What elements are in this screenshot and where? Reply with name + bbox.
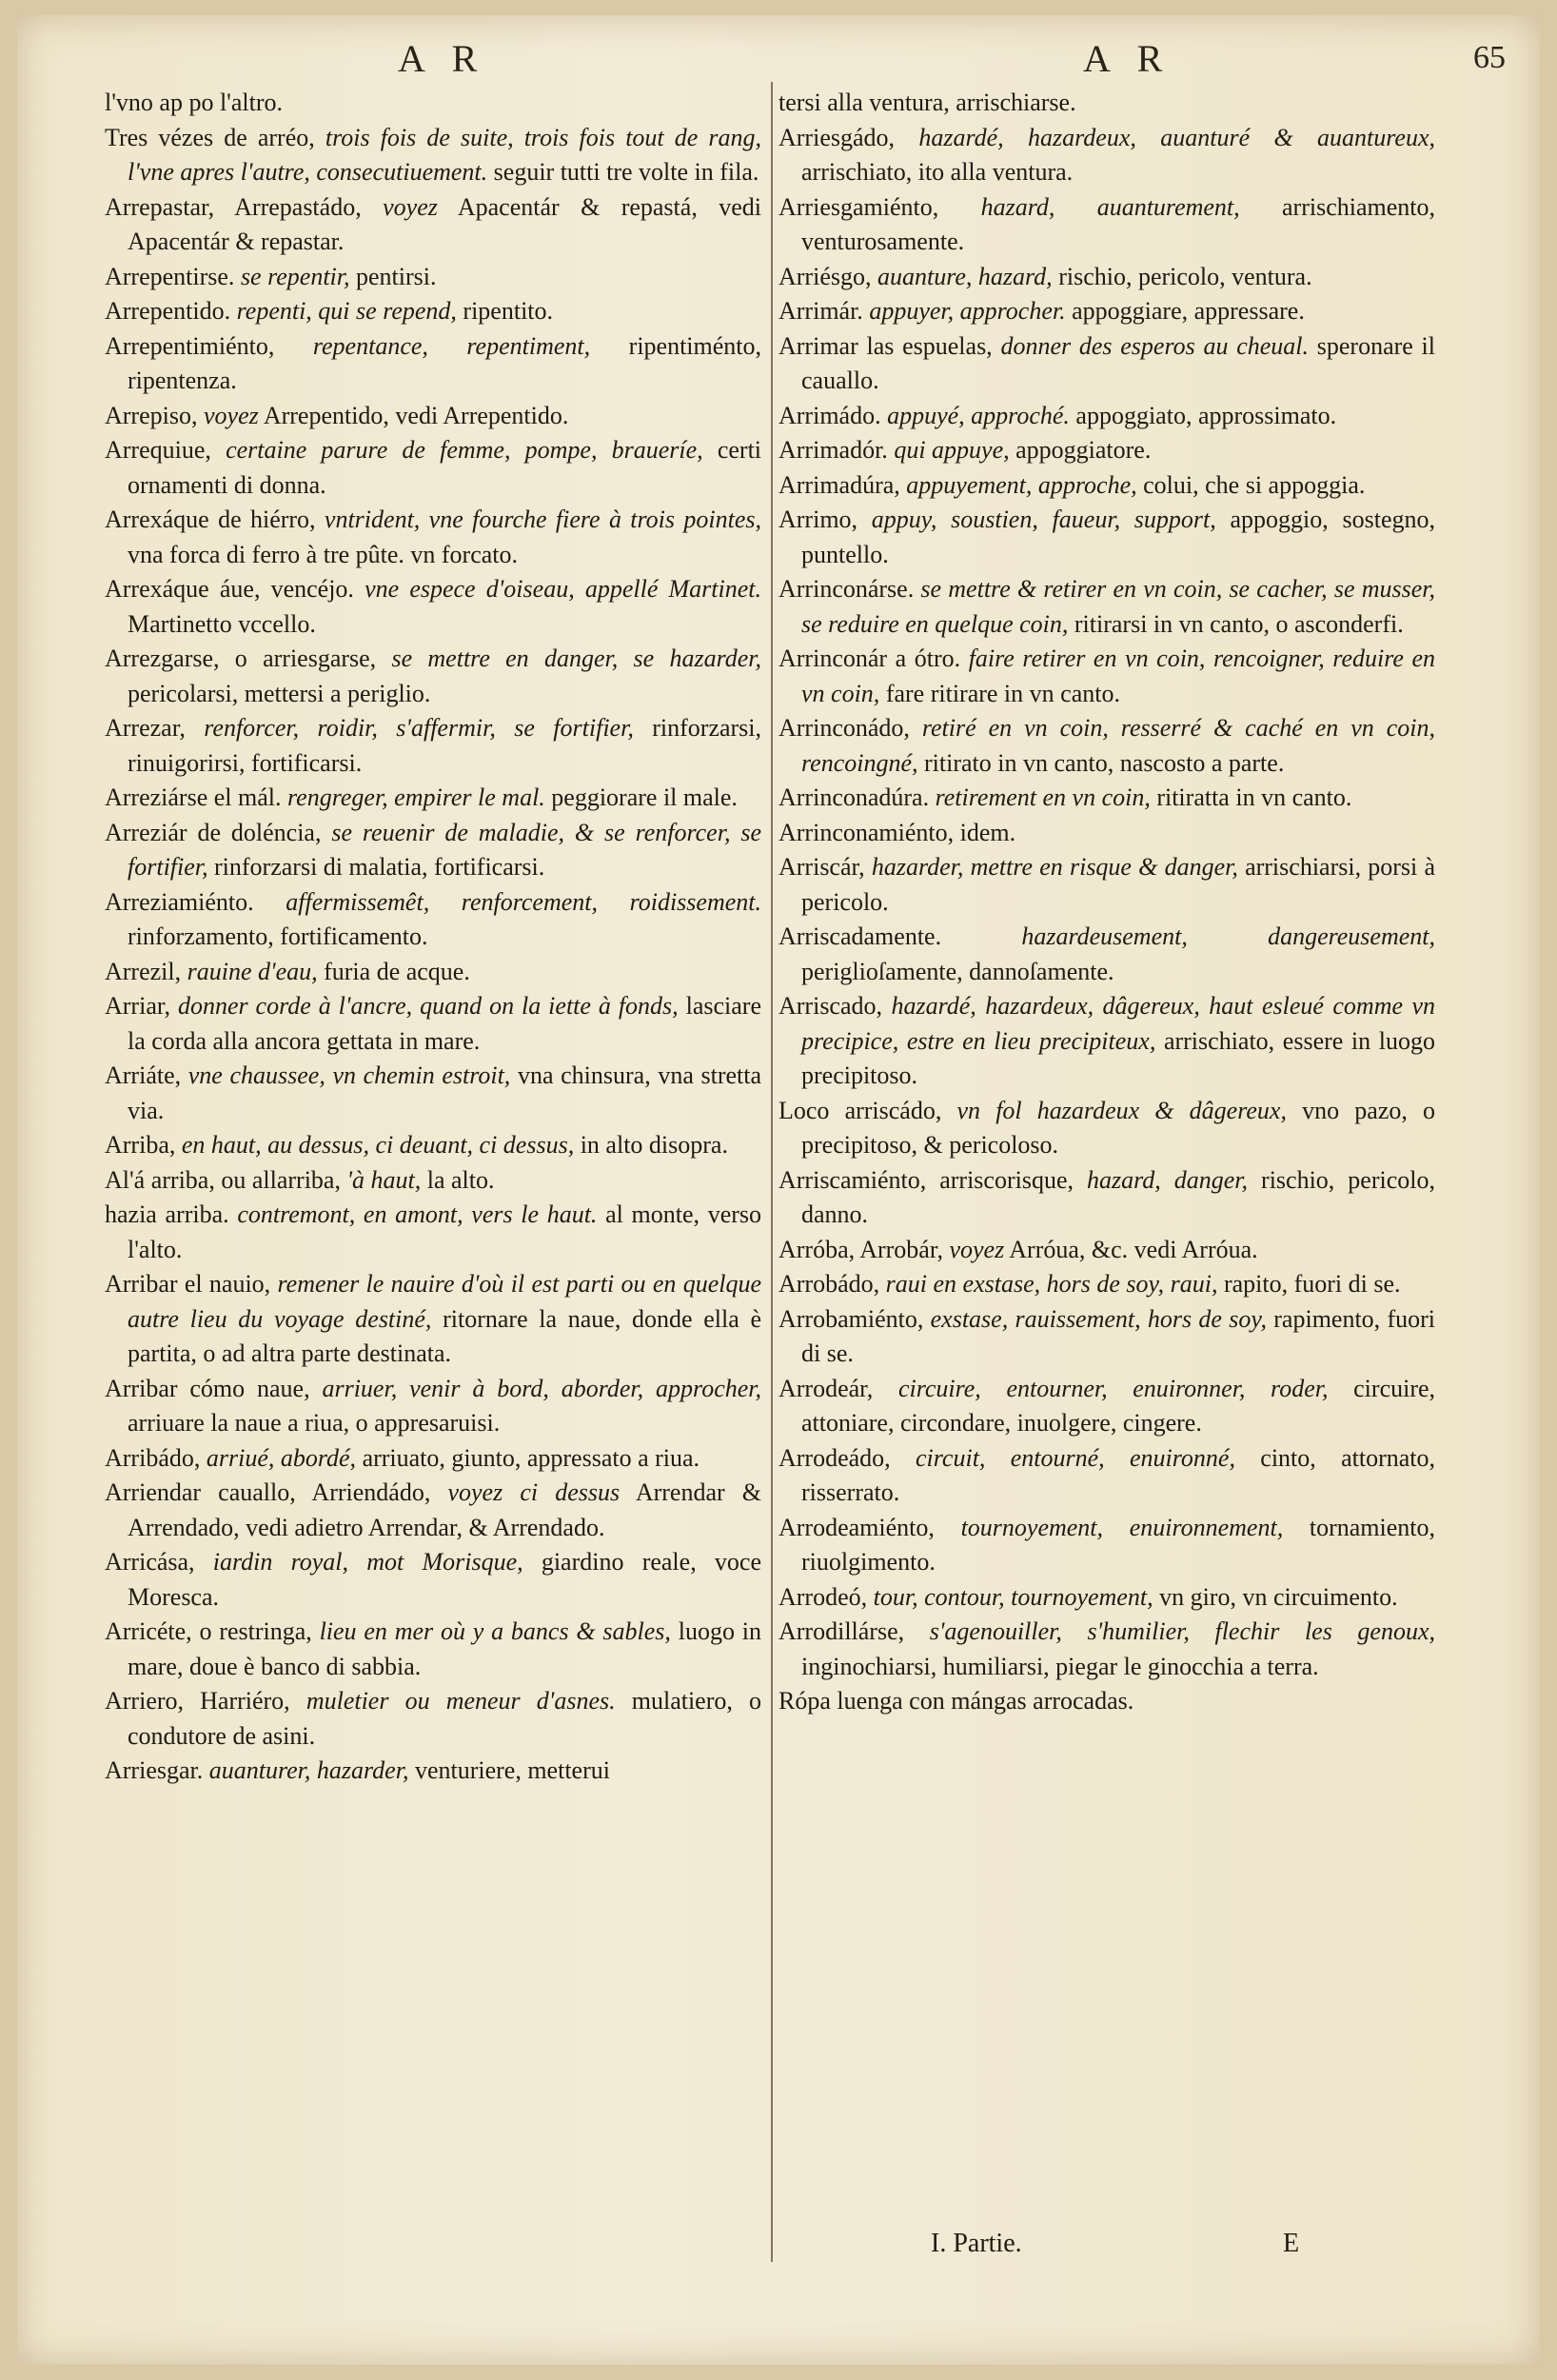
italian-gloss: seguir tutti tre volte in fila. [493,158,759,186]
french-gloss: auanture, hazard, [877,262,1053,290]
italian-gloss: colui, che si appoggia. [1143,470,1366,499]
french-gloss: repentance, repentiment, [312,331,591,360]
dictionary-entry [778,642,1435,711]
spanish-headword: Tres vézes de arréo, [105,123,315,151]
dictionary-entry [778,503,1435,572]
spanish-headword: Arriesgádo, [778,123,896,151]
running-head-left: A R [398,37,487,80]
dictionary-entry [778,1615,1435,1684]
dictionary-entry [105,1684,761,1754]
spanish-headword: Arrezgarse, o arriesgarse, [105,645,377,672]
french-gloss: contremont, en amont, vers le haut. [237,1200,598,1228]
spanish-headword: Arriésgo, [778,262,872,290]
spanish-headword: Arrepentimiénto, [105,331,275,360]
french-gloss: renforcer, roidir, s'affermir, se fortifier, [204,714,634,742]
italian-gloss: Arróua, &c. vedi Arróua. [1009,1235,1258,1263]
dictionary-entry [105,1128,761,1163]
french-gloss: voyez ci dessus [447,1478,621,1506]
italian-gloss: rischio, pericolo, danno. [801,1165,1435,1228]
french-gloss: hazardé, hazardeux, auanturé & auantureux, [918,123,1436,151]
french-gloss: hazarder, mettre en risque & danger, [871,853,1238,881]
spanish-headword: Arrobádo, [778,1270,880,1298]
french-gloss: remener le nauire d'où il est parti ou en quelque autre lieu du voyage destiné, [128,1270,762,1333]
french-gloss: circuit, entourné, enuironné, [916,1443,1235,1472]
spanish-headword: Arrimádo. [778,401,881,429]
french-gloss: hazardé, hazardeux, dâgereux, haut esleué comme vn precipice, estre en lieu precipiteux, [801,992,1436,1055]
dictionary-entry [105,1059,761,1128]
italian-gloss: venturiere, metterui [414,1756,610,1784]
spanish-headword: Arrodeádo, [778,1443,891,1472]
italian-gloss: luogo in mare, doue è banco di sabbia. [128,1617,762,1680]
dictionary-entry [105,1615,761,1684]
dictionary-entry [778,86,1435,121]
spanish-headword: Arribádo, [105,1443,201,1472]
french-gloss: tournoyement, enuironnement, [960,1513,1284,1541]
spanish-headword: Arriendar cauallo, Arriendádo, [105,1478,431,1506]
italian-gloss: pericolarsi, mettersi a periglio. [128,679,431,707]
dictionary-entry [778,260,1435,295]
french-gloss: se mettre & retirer en vn coin, se cacher, se musser, se reduire en quelque coin, [801,575,1435,638]
spanish-headword: Arriscadamente. [778,922,942,950]
dictionary-entry [105,260,761,295]
spanish-headword: Arrezar, [105,714,186,742]
spanish-headword: Arrepentirse. [105,262,235,290]
italian-gloss: rinforzarsi, rinuigorirsi, fortificarsi. [128,714,762,777]
dictionary-entry [778,711,1435,781]
italian-gloss: arrischiato, essere in luogo precipitoso. [801,1026,1435,1089]
italian-gloss: ritiratta in vn canto. [1156,783,1352,811]
french-gloss: en haut, au dessus, ci deuant, ci dessus, [181,1131,575,1159]
french-gloss: circuire, entourner, enuironner, roder, [897,1374,1329,1402]
italian-gloss: fare ritirare in vn canto. [885,679,1120,707]
spanish-headword: Arriesgamiénto, [778,192,939,221]
signature-mark: I. Partie. [931,2229,1022,2258]
italian-gloss: circuire, attoniare, circondare, inuolgere, cingere. [801,1374,1436,1437]
italian-gloss: peggiorare il male. [551,783,738,811]
italian-gloss: in alto disopra. [580,1131,728,1159]
column-divider [771,82,773,2262]
dictionary-entry [778,468,1435,504]
running-head-right: A R [1083,37,1173,80]
french-gloss: raui en exstase, hors de soy, raui, [885,1270,1218,1298]
dictionary-entry [105,955,761,990]
spanish-headword: Arriero, Harriéro, [105,1687,290,1715]
spanish-headword: Arriesgar. [105,1756,204,1784]
spanish-headword: Arrexáque áue, vencéjo. [105,575,354,603]
italian-gloss: arrischiarsi, porsi à pericolo. [801,853,1436,916]
dictionary-entry [778,989,1435,1094]
french-gloss: faire retirer en vn coin, rencoigner, reduire en vn coin, [801,645,1436,707]
spanish-headword: Arreziár de doléncia, [105,818,322,846]
italian-gloss: pentirsi. [356,262,437,290]
spanish-headword: Arrequiue, [105,436,211,464]
french-gloss: se mettre en danger, se hazarder, [391,645,762,672]
dictionary-entry [105,1267,761,1372]
dictionary-entry [778,121,1435,190]
italian-gloss: Martinetto vccello. [128,609,316,638]
italian-gloss: vna chinsura, vna stretta via. [128,1061,762,1124]
french-gloss: lieu en mer où y a bancs & sables, [319,1617,671,1645]
italian-gloss: ripentito. [463,297,554,325]
dictionary-entry [105,1441,761,1477]
spanish-headword: hazia arriba. [105,1200,229,1228]
dictionary-entry [778,920,1435,989]
italian-gloss: rinforzamento, fortificamento. [128,922,428,950]
spanish-headword: Arriba, [105,1131,176,1159]
spanish-headword: Arrodillárse, [778,1617,905,1645]
italian-gloss: appoggiare, appressare. [1072,297,1305,325]
spanish-headword: l'vno ap po l'altro. [105,89,284,116]
french-gloss: voyez [949,1235,1005,1263]
french-gloss: auanturer, hazarder, [208,1756,409,1784]
italian-gloss: appoggio, sostegno, puntello. [801,506,1435,568]
french-gloss: appuyement, approche, [906,470,1137,499]
italian-gloss: inginochiarsi, humiliarsi, piegar le ginocchia a terra. [801,1652,1319,1680]
french-gloss: hazard, danger, [1087,1165,1249,1194]
page-footer [778,2229,1435,2259]
spanish-headword: Arrinconádo, [778,714,910,742]
dictionary-entry [778,1372,1435,1441]
dictionary-entry [778,1302,1435,1372]
italian-gloss: la alto. [426,1165,495,1194]
page-number: 65 [1473,40,1506,75]
italian-gloss: ritirato in vn canto, nascosto a parte. [924,748,1285,777]
dictionary-entry [778,329,1435,399]
italian-gloss: appoggiatore. [1015,436,1152,464]
dictionary-entry [778,781,1435,816]
dictionary-entry [105,1476,761,1545]
spanish-headword: Arrezil, [105,957,182,985]
french-gloss: qui appuye, [894,436,1010,464]
spanish-headword: Arreziamiénto. [105,887,254,916]
dictionary-entry [105,190,761,260]
spanish-headword: Arrinconárse. [778,575,915,603]
french-gloss: hazard, auanturement, [980,192,1240,221]
dictionary-page [17,15,1540,2365]
italian-gloss: vn giro, vn circuimento. [1159,1582,1398,1611]
french-gloss: rauine d'eau, [187,957,318,985]
spanish-headword: tersi alla ventura, arrischiarse. [778,89,1076,116]
dictionary-entry [105,433,761,503]
italian-gloss: periglioſamente, dannoſamente. [801,957,1114,985]
dictionary-entry [778,399,1435,434]
spanish-headword: Arriscár, [778,853,865,881]
french-gloss: repenti, qui se repend, [236,297,457,325]
french-gloss: voyez [383,192,438,221]
dictionary-entry [778,190,1435,260]
dictionary-entry [105,642,761,711]
dictionary-entry [105,86,761,121]
dictionary-entry [105,294,761,329]
dictionary-entry [105,399,761,434]
dictionary-entry [105,1163,761,1199]
dictionary-entry [778,294,1435,329]
dictionary-entry [105,1372,761,1441]
dictionary-entry [778,1267,1435,1302]
french-gloss: se repentir, [240,262,350,290]
dictionary-entry [105,121,761,190]
spanish-headword: Arriscado, [778,992,883,1020]
spanish-headword: Arrinconamiénto, idem. [778,818,1016,846]
spanish-headword: Arrepentido. [105,297,231,325]
french-gloss: voyez [203,401,259,429]
spanish-headword: Arrimár. [778,297,863,325]
spanish-headword: Arricása, [105,1548,195,1576]
spanish-headword: Arrinconár a ótro. [778,645,961,672]
italian-gloss: vno pazo, o precipitoso, & pericoloso. [801,1096,1436,1159]
spanish-headword: Rópa luenga con mángas arrocadas. [778,1687,1134,1715]
french-gloss: appuy, soustien, faueur, support, [871,506,1216,533]
dictionary-entry [105,816,761,885]
spanish-headword: Al'á arriba, ou allarriba, [105,1165,341,1194]
italian-gloss: lasciare la corda alla ancora gettata in mare. [128,992,762,1055]
dictionary-entry [778,1684,1435,1719]
french-gloss: vntrident, vne fourche fiere à trois pointes, [324,506,761,533]
spanish-headword: Arrinconadúra. [778,783,930,811]
spanish-headword: Arriar, [105,992,170,1020]
italian-gloss: tornamiento, riuolgimento. [801,1513,1436,1576]
dictionary-entry [105,1198,761,1267]
french-gloss: donner des esperos au cheual. [1000,331,1309,360]
spanish-headword: Arrimar las espuelas, [778,331,993,360]
italian-gloss: rapimento, fuori di se. [801,1304,1435,1367]
spanish-headword: Arrodeár, [778,1374,874,1402]
italian-gloss: arriuare la naue a riua, o appresaruisi. [128,1409,501,1437]
spanish-headword: Arriscamiénto, arriscorisque, [778,1165,1074,1194]
french-gloss: tour, contour, tournoyement, [873,1582,1153,1611]
italian-gloss: arriuato, giunto, appressato a riua. [362,1443,700,1472]
dictionary-entry [105,711,761,781]
french-gloss: appuyer, approcher. [869,297,1066,325]
italian-gloss: Apacentár & repastá, vedi Apacentár & repastar. [128,192,761,255]
italian-gloss: rapito, fuori di se. [1223,1270,1401,1298]
french-gloss: affermissemêt, renforcement, roidissement. [286,887,762,916]
italian-gloss: ritornare la naue, donde ella è partita, o ad altra parte destinata. [128,1304,761,1367]
italian-gloss: arrischiamento, venturosamente. [801,192,1435,255]
french-gloss: muletier ou meneur d'asnes. [305,1687,616,1715]
dictionary-entry [778,1441,1435,1511]
dictionary-entry [105,1545,761,1615]
italian-gloss: certi ornamenti di donna. [128,436,762,499]
spanish-headword: Arrimadúra, [778,470,900,499]
italian-gloss: mulatiero, o condutore de asini. [128,1687,761,1750]
french-gloss: se reuenir de maladie, & se renforcer, se fortifier, [128,818,762,881]
spanish-headword: Arribar cómo naue, [105,1374,310,1402]
french-gloss: donner corde à l'ancre, quand on la iette à fonds, [177,992,679,1020]
dictionary-entry [105,1754,761,1789]
dictionary-entry [778,1233,1435,1268]
dictionary-entry [105,503,761,572]
french-gloss: retiré en vn coin, resserré & caché en vn coin, rencoingné, [801,714,1435,777]
spanish-headword: Arrodeó, [778,1582,868,1611]
dictionary-entry [778,850,1435,920]
spanish-headword: Arribar el nauio, [105,1270,271,1298]
italian-gloss: vna forca di ferro à tre pûte. vn forcato. [128,540,519,568]
french-gloss: certaine parure de femme, pompe, braueríe, [226,436,703,464]
spanish-headword: Arreziárse el mál. [105,783,282,811]
spanish-headword: Arrexáque de hiérro, [105,506,316,533]
dictionary-entry [105,572,761,642]
dictionary-entry [778,433,1435,468]
dictionary-entry [778,816,1435,851]
french-gloss: vn fol hazardeux & dâgereux, [956,1096,1287,1124]
sheet-mark: E [1283,2229,1300,2258]
spanish-headword: Arrobamiénto, [778,1304,924,1333]
italian-gloss: rinforzarsi di malatia, fortificarsi. [214,853,545,881]
french-gloss: retirement en vn coin, [935,783,1151,811]
french-gloss: trois fois de suite, trois fois tout de rang, l'vne apres l'autre, consecutiuement. [128,123,761,186]
dictionary-entry [105,885,761,955]
french-gloss: 'à haut, [346,1165,422,1194]
dictionary-entry [105,989,761,1059]
spanish-headword: Arrimadór. [778,436,888,464]
italian-gloss: Arrendar & Arrendado, vedi adietro Arrendar, & Arrendado. [128,1478,762,1541]
italian-gloss: ripentiménto, ripentenza. [128,331,762,394]
italian-gloss: furia de acque. [324,957,470,985]
dictionary-entry [778,1094,1435,1163]
italian-gloss: cinto, attornato, risserrato. [801,1443,1435,1506]
dictionary-entry [778,1163,1435,1233]
french-gloss: s'agenouiller, s'humilier, flechir les genoux, [929,1617,1435,1645]
italian-gloss: rischio, pericolo, ventura. [1058,262,1312,290]
spanish-headword: Loco arriscádo, [778,1096,942,1124]
french-gloss: arriuer, venir à bord, aborder, approcher, [322,1374,762,1402]
french-gloss: exstase, rauissement, hors de soy, [930,1304,1267,1333]
spanish-headword: Arrimo, [778,506,858,533]
italian-gloss: giardino reale, voce Moresca. [128,1548,761,1611]
french-gloss: arriué, abordé, [206,1443,357,1472]
french-gloss: hazardeusement, dangereusement, [1021,922,1435,950]
spanish-headword: Arricéte, o restringa, [105,1617,312,1645]
italian-gloss: speronare il cauallo. [801,331,1435,394]
spanish-headword: Arrodeamiénto, [778,1513,935,1541]
dictionary-entry [105,781,761,816]
french-gloss: appuyé, approché. [887,401,1070,429]
italian-gloss: al monte, verso l'alto. [128,1200,762,1263]
spanish-headword: Arrepastar, Arrepastádo, [105,192,362,221]
french-gloss: vne chaussee, vn chemin estroit, [187,1061,511,1089]
french-gloss: rengreger, empirer le mal. [287,783,545,811]
french-gloss: iardin royal, mot Morisque, [212,1548,523,1576]
spanish-headword: Arrepiso, [105,401,198,429]
italian-gloss: Arrepentido, vedi Arrepentido. [263,401,569,429]
spanish-headword: Arróba, Arrobár, [778,1235,943,1263]
italian-gloss: ritirarsi in vn canto, o asconderfi. [1074,609,1404,638]
dictionary-entry [778,1580,1435,1616]
italian-gloss: arrischiato, ito alla ventura. [801,158,1074,186]
italian-gloss: appoggiato, approssimato. [1075,401,1337,429]
right-column [778,86,1435,1719]
spanish-headword: Arriáte, [105,1061,182,1089]
dictionary-entry [778,1511,1435,1580]
french-gloss: vne espece d'oiseau, appellé Martinet. [365,575,761,603]
dictionary-entry [105,329,761,399]
left-column [105,86,761,1789]
dictionary-entry [778,572,1435,642]
